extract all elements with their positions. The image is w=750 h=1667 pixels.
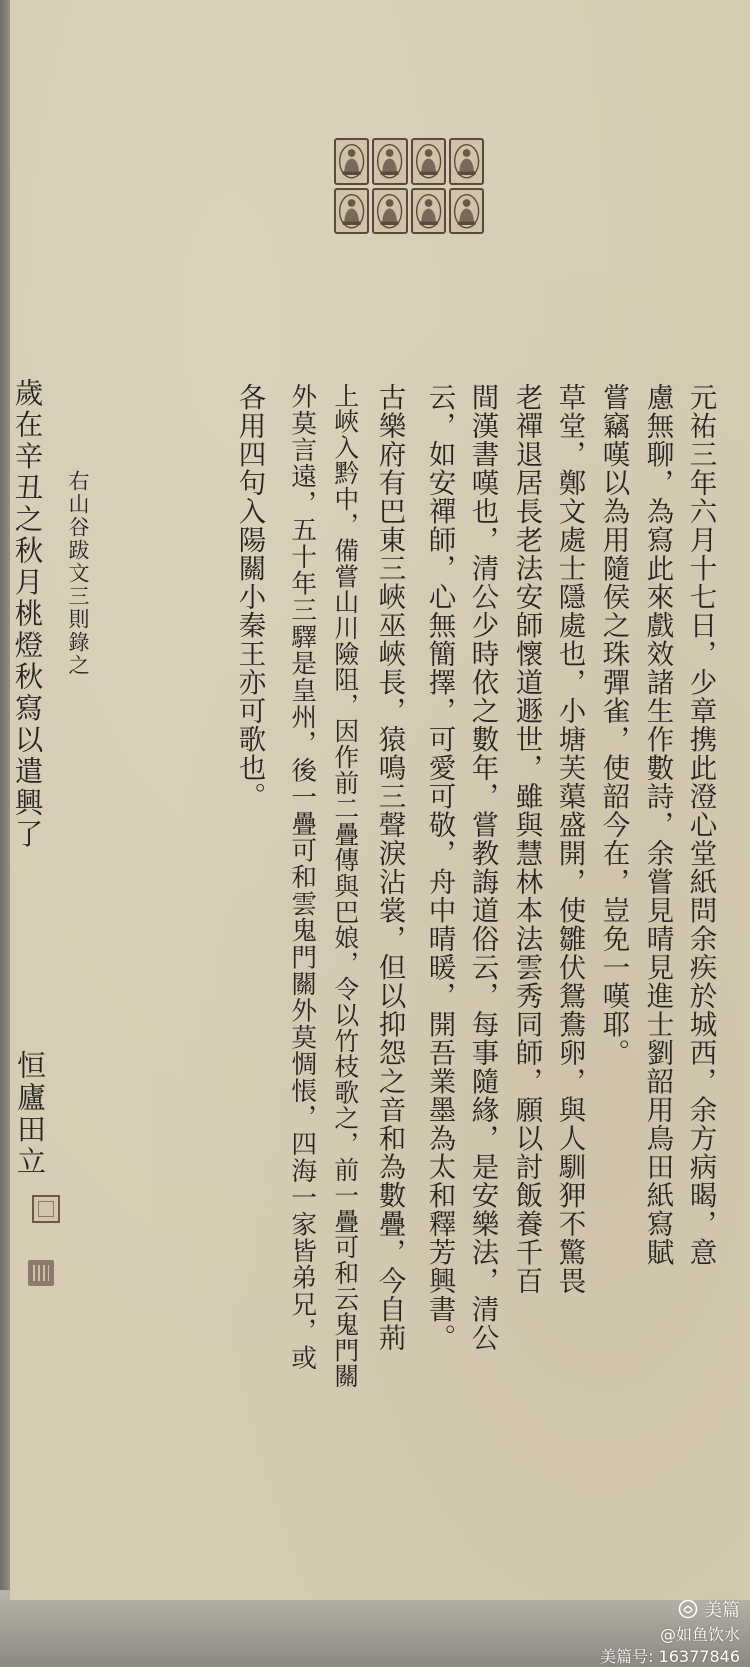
text-column-7: 云，如安禪師，心無簡擇，可愛可敬，舟中晴暖，開吾業墨為太和釋芳興書。 [423,383,456,1352]
name-seal-small [28,1260,54,1286]
buddha-figure-icon [449,188,484,235]
text-column-5: 老禪退居長老法安師懷道遯世，雖與慧林本法雲秀同師，願以討飯養千百 [510,383,543,1295]
text-column-8: 古樂府有巴東三峽巫峽長，猿鳴三聲淚沾裳，但以抑怨之音和為數疊，今自荊 [373,383,406,1352]
buddha-figure-icon [334,188,369,235]
watermark-brand-text: 美篇 [704,1600,740,1621]
colophon-note: 右山谷跋文三則錄之 [66,470,90,677]
text-column-9: 上峽入黔中，備嘗山川險阻，因作前二疊傳與巴娘，令以竹枝歌之，前一疊可和云鬼門關 [330,383,360,1390]
text-column-2: 慮無聊，為寫此來戲效諸生作數詩，余嘗見晴見進士劉韶用鳥田紙寫賦 [641,383,674,1267]
buddha-figure-icon [411,138,446,185]
buddha-figure-icon [372,138,407,185]
text-column-6: 間漢書嘆也，清公少時依之數年，嘗教誨道俗云，每事隨緣，是安樂法，清公 [466,383,499,1352]
calligraphy-scroll [10,0,750,1600]
watermark-id: 美篇号: 16377846 [600,1647,740,1666]
buddha-figure-icon [411,188,446,235]
buddha-figure-icon [372,188,407,235]
date-inscription: 歲在辛丑之秋月桃燈秋寫以遣興了 [10,378,44,851]
artist-signature: 恒廬田立 [13,1050,47,1178]
buddha-figure-icon [449,138,484,185]
buddha-figure-icon [334,138,369,185]
text-column-4: 草堂，鄭文處士隱處也，小塘芙蕖盛開，使雛伏鴛鴦卵，與人馴狎不驚畏 [553,383,586,1295]
text-column-3: 嘗竊嘆以為用隨侯之珠彈雀，使韶今在，豈免一嘆耶。 [597,383,630,1067]
meipian-logo-icon [678,1599,698,1619]
name-seal-square [32,1195,60,1223]
buddha-seal [334,138,484,234]
text-column-1: 元祐三年六月十七日，少章携此澄心堂紙問余疾於城西，余方病暍，意 [684,383,717,1267]
watermark-brand [678,1596,740,1622]
text-column-10: 外莫言遠，五十年三驛是皇州，後一疊可和雲鬼門關外莫惆悵，四海一家皆弟兄，或 [286,383,317,1371]
text-column-11: 各用四句入陽關小秦王亦可歌也。 [233,383,266,811]
watermark-user: @如鱼饮水 [659,1625,740,1644]
